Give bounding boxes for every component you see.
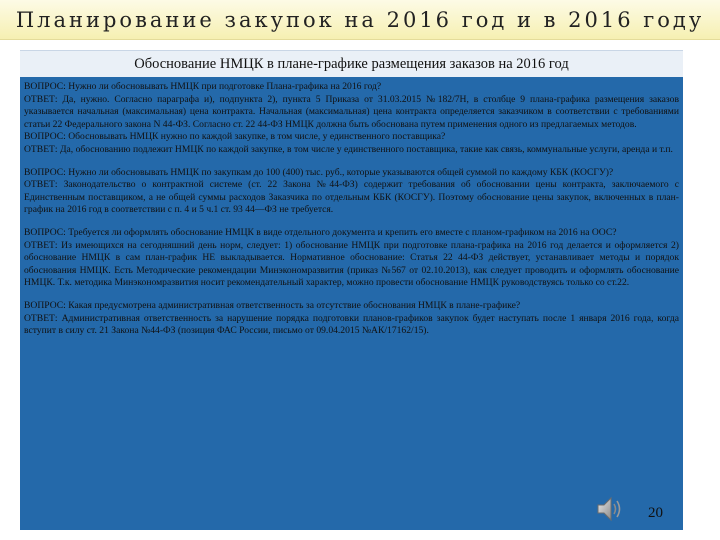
answer-text: Да, обоснованию подлежит НМЦК по каждой закупке, в том числе у единственного поставщика, такие как связь, коммунальные услуги, аренда и т.п. xyxy=(57,143,673,155)
slide-title: Планирование закупок на 2016 год и в 2016 году xyxy=(15,7,705,32)
question-line xyxy=(24,131,679,144)
qa-block xyxy=(24,227,679,290)
qa-block xyxy=(24,300,679,338)
answer-label: ОТВЕТ: xyxy=(24,239,58,251)
question-text: Требуется ли оформлять обоснование НМЦК в виде отдельного документа и крепить его вместе с планом-графиком на 2016 на ООС? xyxy=(65,226,617,238)
question-label: ВОПРОС: xyxy=(24,131,66,143)
answer-text: Законодательство о контрактной системе (ст. 22 Закона №44-ФЗ) содержит требования об обосновании цены контракта, заключаемого с Единственным поставщиком, а не общей суммы расходов Заказчика по отдельным КБК (КОСГУ). Поэтому обоснование цены закупок, включенных в план-график на 2016 год в соответствии с п. 4 и 5 ч.1 ст. 93 44—ФЗ не требуется. xyxy=(24,179,679,216)
question-text: Обосновывать НМЦК нужно по каждой закупке, в том числе, у единственного поставщика? xyxy=(65,131,446,143)
qa-block xyxy=(24,167,679,217)
answer-label: ОТВЕТ: xyxy=(24,143,58,155)
answer-line xyxy=(24,240,679,290)
question-text: Какая предусмотрена административная ответственность за отсутствие обоснования НМЦК в плане-графике? xyxy=(65,299,521,311)
question-label: ВОПРОС: xyxy=(24,166,66,178)
speaker-icon[interactable] xyxy=(596,494,624,524)
question-line xyxy=(24,167,679,180)
question-line xyxy=(24,81,679,94)
panel-subtitle: Обоснование НМЦК в плане-графике размещения заказов на 2016 год xyxy=(20,50,683,77)
qa-block xyxy=(24,81,679,157)
question-text: Нужно ли обосновывать НМЦК по закупкам до 100 (400) тыс. руб., которые указываются общей суммой по каждому КБК (КОСГУ)? xyxy=(65,166,614,178)
content-panel xyxy=(20,50,683,530)
question-label: ВОПРОС: xyxy=(24,81,66,92)
answer-label: ОТВЕТ: xyxy=(24,179,58,191)
qa-content xyxy=(24,81,679,348)
answer-text: Административная ответственность за нарушение порядка подготовки планов-графиков закупок будет наступать после 1 января 2016 года, когда вступит в силу ст. 21 Закона №44-ФЗ (позиция ФАС России, письмо от 09.04.2015 №АК/17162/15). xyxy=(24,312,679,337)
answer-label: ОТВЕТ: xyxy=(24,93,58,105)
answer-line xyxy=(24,144,679,157)
answer-line xyxy=(24,179,679,217)
question-label: ВОПРОС: xyxy=(24,226,66,238)
page-number: 20 xyxy=(648,505,663,521)
answer-line xyxy=(24,94,679,132)
answer-label: ОТВЕТ: xyxy=(24,312,58,324)
answer-text: Да, нужно. Согласно параграфа и), подпункта 2), пункта 5 Приказа от 31.03.2015 №182/7Н, в столбце 9 плана-графика размещения заказов указывается начальная (максимальная) цена контракта. Начальная (максимальная) цена контракта определяется заказчиком в соответствии с требованиями статьи 22 Федерального закона N 44-ФЗ. Согласно ст. 22 44-ФЗ НМЦК должна быть обоснована путем применения одного из предлагаемых методов. xyxy=(24,93,679,130)
question-line xyxy=(24,227,679,240)
slide-title-bar xyxy=(0,0,720,40)
question-text: Нужно ли обосновывать НМЦК при подготовке Плана-графика на 2016 год? xyxy=(65,81,382,92)
answer-line xyxy=(24,313,679,338)
question-line xyxy=(24,300,679,313)
answer-text: Из имеющихся на сегодняшний день норм, следует: 1) обоснование НМЦК при подготовке плана-графика на 2016 год делается и оформляется 2) обоснование НМЦК в сам план-график НЕ выкладывается. Нормативное обоснование: Статья 22 44-ФЗ действует, устанавливает методы и порядок обоснования НМЦК. Есть Методические рекомендации Минэкономразвития (приказ №567 от 02.10.2013), как следует проводить и оформлять обоснование НМЦК. Т.к. методика Минэкономразвития носит рекомендательный характер, можно провести обоснование НМЦК руководствуясь только со ст.22. xyxy=(24,239,679,289)
question-label: ВОПРОС: xyxy=(24,299,66,311)
